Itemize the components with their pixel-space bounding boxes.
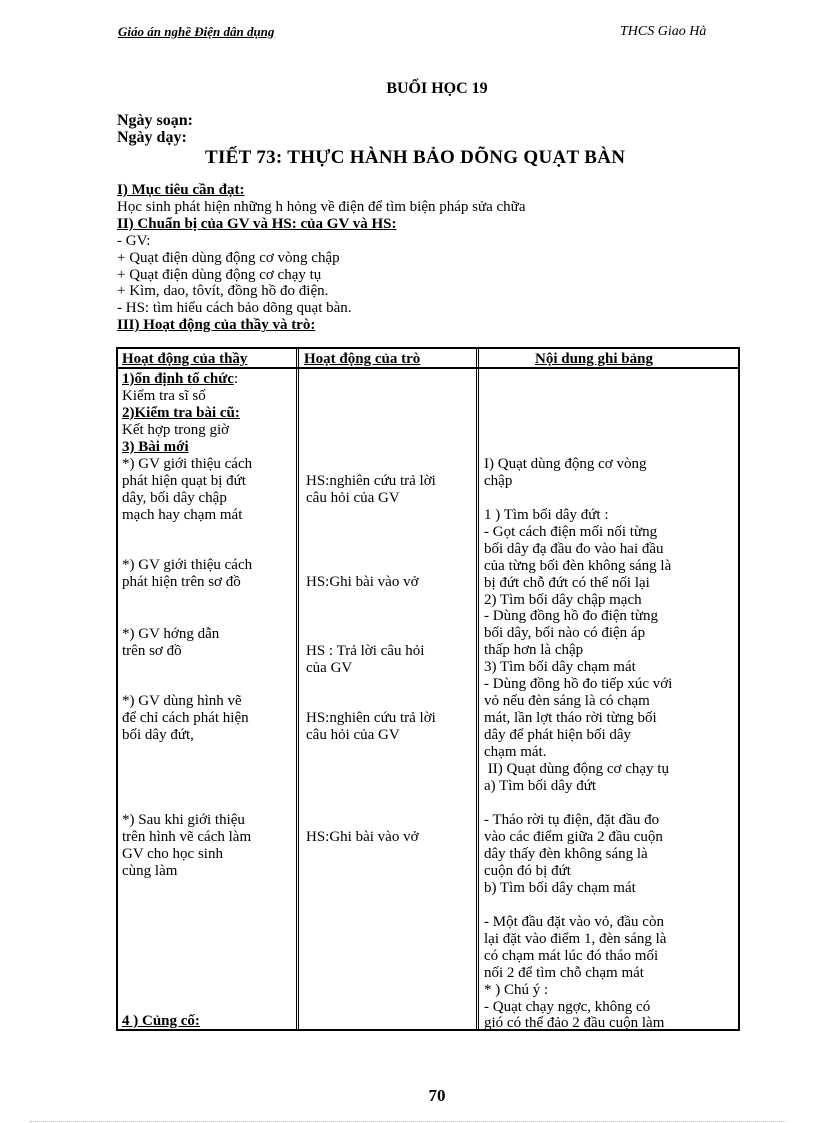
teacher-line: *) GV hớng dẫn bbox=[122, 626, 220, 642]
student-block-2 bbox=[306, 574, 419, 591]
session-title: BUỔI HỌC 19 bbox=[386, 80, 488, 97]
teacher-line: dây, bối dây chập bbox=[122, 489, 227, 506]
student-line: HS:nghiên cứu trả lời bbox=[306, 710, 436, 726]
date-taught-label: Ngày dạy: bbox=[117, 129, 187, 146]
lesson-title: TIẾT 73: THỰC HÀNH BẢO DÕNG QUẠT BÀN bbox=[205, 147, 626, 168]
teacher-line: *) GV dùng hình vẽ bbox=[122, 693, 242, 709]
content-line: - Một đầu đặt vào vỏ, đầu còn bbox=[484, 914, 664, 930]
consolidation-heading-cell bbox=[122, 1013, 200, 1030]
content-line: dây để phát hiện bối dây bbox=[484, 726, 632, 743]
content-line: lại đặt vào điểm 1, đèn sáng là bbox=[484, 930, 667, 947]
preparation-item: + Kìm, dao, tôvít, đồng hồ đo điện. bbox=[117, 283, 329, 300]
content-block-d bbox=[484, 914, 666, 1032]
teacher-column-intro bbox=[122, 371, 240, 456]
header-teacher-activity: Hoạt động của thầy bbox=[122, 351, 248, 367]
teacher-line: *) GV giới thiệu cách bbox=[122, 557, 253, 573]
new-lesson-heading: 3) Bài mới bbox=[122, 438, 189, 455]
student-line: HS:Ghi bài vào vở bbox=[306, 574, 419, 590]
content-line: mát, lần lợt tháo rời từng bối bbox=[484, 709, 657, 726]
content-block-b bbox=[484, 507, 672, 794]
objectives-text: Học sinh phát hiện những h hỏng về điện để tìm biện pháp sửa chữa bbox=[117, 198, 526, 215]
content-line: II) Quạt dùng động cơ chạy tụ bbox=[484, 760, 669, 777]
review-heading: 2)Kiểm tra bài cũ: bbox=[122, 404, 240, 421]
teacher-line: cùng làm bbox=[122, 862, 178, 879]
teacher-line: phát hiện quạt bị đứt bbox=[122, 472, 246, 489]
content-line: - Dùng đồng hồ đo tiếp xúc với bbox=[484, 676, 673, 693]
content-line: gió có thể đảo 2 đầu cuộn làm bbox=[484, 1015, 665, 1032]
content-line: - Quạt chạy ngợc, không có bbox=[484, 998, 651, 1015]
teacher-line: mạch hay chạm mát bbox=[122, 506, 243, 523]
teacher-line: trên sơ đồ bbox=[122, 642, 182, 659]
content-line: vào các điểm giữa 2 đầu cuộn bbox=[484, 828, 663, 845]
teacher-block-4 bbox=[122, 693, 249, 744]
content-line: của từng bối đèn không sáng là bbox=[484, 557, 672, 574]
content-block-a bbox=[484, 456, 647, 490]
content-line: có chạm mát lúc đó tháo mối bbox=[484, 947, 659, 964]
student-block-1 bbox=[306, 473, 436, 507]
student-line: HS:nghiên cứu trả lời bbox=[306, 473, 436, 489]
page-bottom-divider bbox=[30, 1121, 786, 1122]
teacher-line: phát hiện trên sơ đồ bbox=[122, 573, 241, 590]
content-line: vỏ nếu đèn sáng là có chạm bbox=[484, 692, 650, 709]
date-prepared-label: Ngày soạn: bbox=[117, 112, 194, 129]
content-line: dây thấy đèn không sáng là bbox=[484, 845, 648, 862]
student-line: của GV bbox=[306, 659, 353, 676]
consolidation-heading: 4 ) Củng cố: bbox=[122, 1013, 200, 1029]
student-line: câu hỏi của GV bbox=[306, 489, 400, 506]
content-line: bối dây đạ đầu đo vào hai đầu bbox=[484, 540, 664, 557]
header-right-school: THCS Giao Hà bbox=[620, 24, 707, 39]
preparation-item: - GV: bbox=[117, 232, 151, 249]
page-number: 70 bbox=[428, 1086, 446, 1105]
student-block-5 bbox=[306, 829, 419, 846]
teacher-block-3 bbox=[122, 626, 219, 660]
activities-heading: III) Hoạt động của thầy và trò: bbox=[117, 317, 316, 334]
teacher-block-2 bbox=[122, 557, 252, 591]
teacher-block-1 bbox=[122, 456, 252, 524]
header-left-title: Giáo án nghề Điện dân dụng bbox=[118, 24, 275, 39]
teacher-block-5 bbox=[122, 812, 251, 880]
preparation-item: + Quạt điện dùng động cơ vòng chập bbox=[117, 249, 340, 266]
content-line: 3) Tìm bối dây chạm mát bbox=[484, 659, 636, 676]
stabilize-heading: 1)ổn định tổ chức bbox=[122, 371, 234, 387]
content-line: bị đứt chỗ đứt có thể nối lại bbox=[484, 574, 650, 591]
content-line: chạm mát. bbox=[484, 743, 547, 760]
student-line: câu hỏi của GV bbox=[306, 726, 400, 743]
student-line: HS:Ghi bài vào vở bbox=[306, 829, 419, 845]
content-line: bối dây, bối nào có điện áp bbox=[484, 625, 646, 642]
content-line: I) Quạt dùng động cơ vòng bbox=[484, 456, 647, 472]
header-board-content: Nội dung ghi bảng bbox=[535, 351, 653, 367]
teacher-line: *) Sau khi giới thiệu bbox=[122, 812, 245, 828]
content-line: thấp hơn là chập bbox=[484, 642, 584, 659]
review-text: Kết hợp trong giờ bbox=[122, 421, 230, 438]
teacher-line: trên hình vẽ cách làm bbox=[122, 828, 252, 845]
header-student-activity: Hoạt động của trò bbox=[304, 351, 421, 367]
student-block-3 bbox=[306, 643, 424, 677]
teacher-line: bối dây đứt, bbox=[122, 726, 194, 743]
teacher-line: *) GV giới thiệu cách bbox=[122, 456, 253, 472]
content-line: - Gọt cách điện mối nối từng bbox=[484, 523, 658, 540]
content-line: - Tháo rời tụ điện, đặt đầu đo bbox=[484, 812, 660, 828]
preparation-item: + Quạt điện dùng động cơ chạy tụ bbox=[117, 266, 322, 283]
content-line: a) Tìm bối dây đứt bbox=[484, 777, 597, 794]
content-line: 1 ) Tìm bối dây đứt : bbox=[484, 507, 609, 523]
preparation-item: - HS: tìm hiểu cách bảo dõng quạt bàn. bbox=[117, 300, 352, 317]
stabilize-text: Kiểm tra sĩ số bbox=[122, 387, 206, 404]
teacher-line: GV cho học sinh bbox=[122, 845, 223, 862]
student-line: HS : Trả lời câu hỏi bbox=[306, 643, 425, 659]
content-block-c bbox=[484, 812, 663, 897]
content-line: - Dùng đồng hồ đo điện từng bbox=[484, 608, 658, 625]
objectives-heading: I) Mục tiêu cần đạt: bbox=[117, 182, 245, 198]
student-block-4 bbox=[306, 710, 436, 744]
preparation-heading: II) Chuẩn bị của GV và HS: của GV và HS: bbox=[117, 215, 397, 232]
content-line: b) Tìm bối dây chạm mát bbox=[484, 879, 636, 896]
content-line: nối 2 để tìm chỗ chạm mát bbox=[484, 964, 644, 981]
content-line: * ) Chú ý : bbox=[484, 981, 549, 998]
content-line: chập bbox=[484, 472, 513, 489]
column-divider bbox=[296, 347, 299, 1031]
stabilize-colon: : bbox=[233, 371, 239, 387]
column-divider bbox=[476, 347, 479, 1031]
content-line: cuộn đó bị đứt bbox=[484, 862, 571, 879]
content-line: 2) Tìm bối dây chập mạch bbox=[484, 591, 642, 608]
lesson-sections bbox=[117, 182, 525, 334]
teacher-line: để chỉ cách phát hiện bbox=[122, 709, 249, 726]
